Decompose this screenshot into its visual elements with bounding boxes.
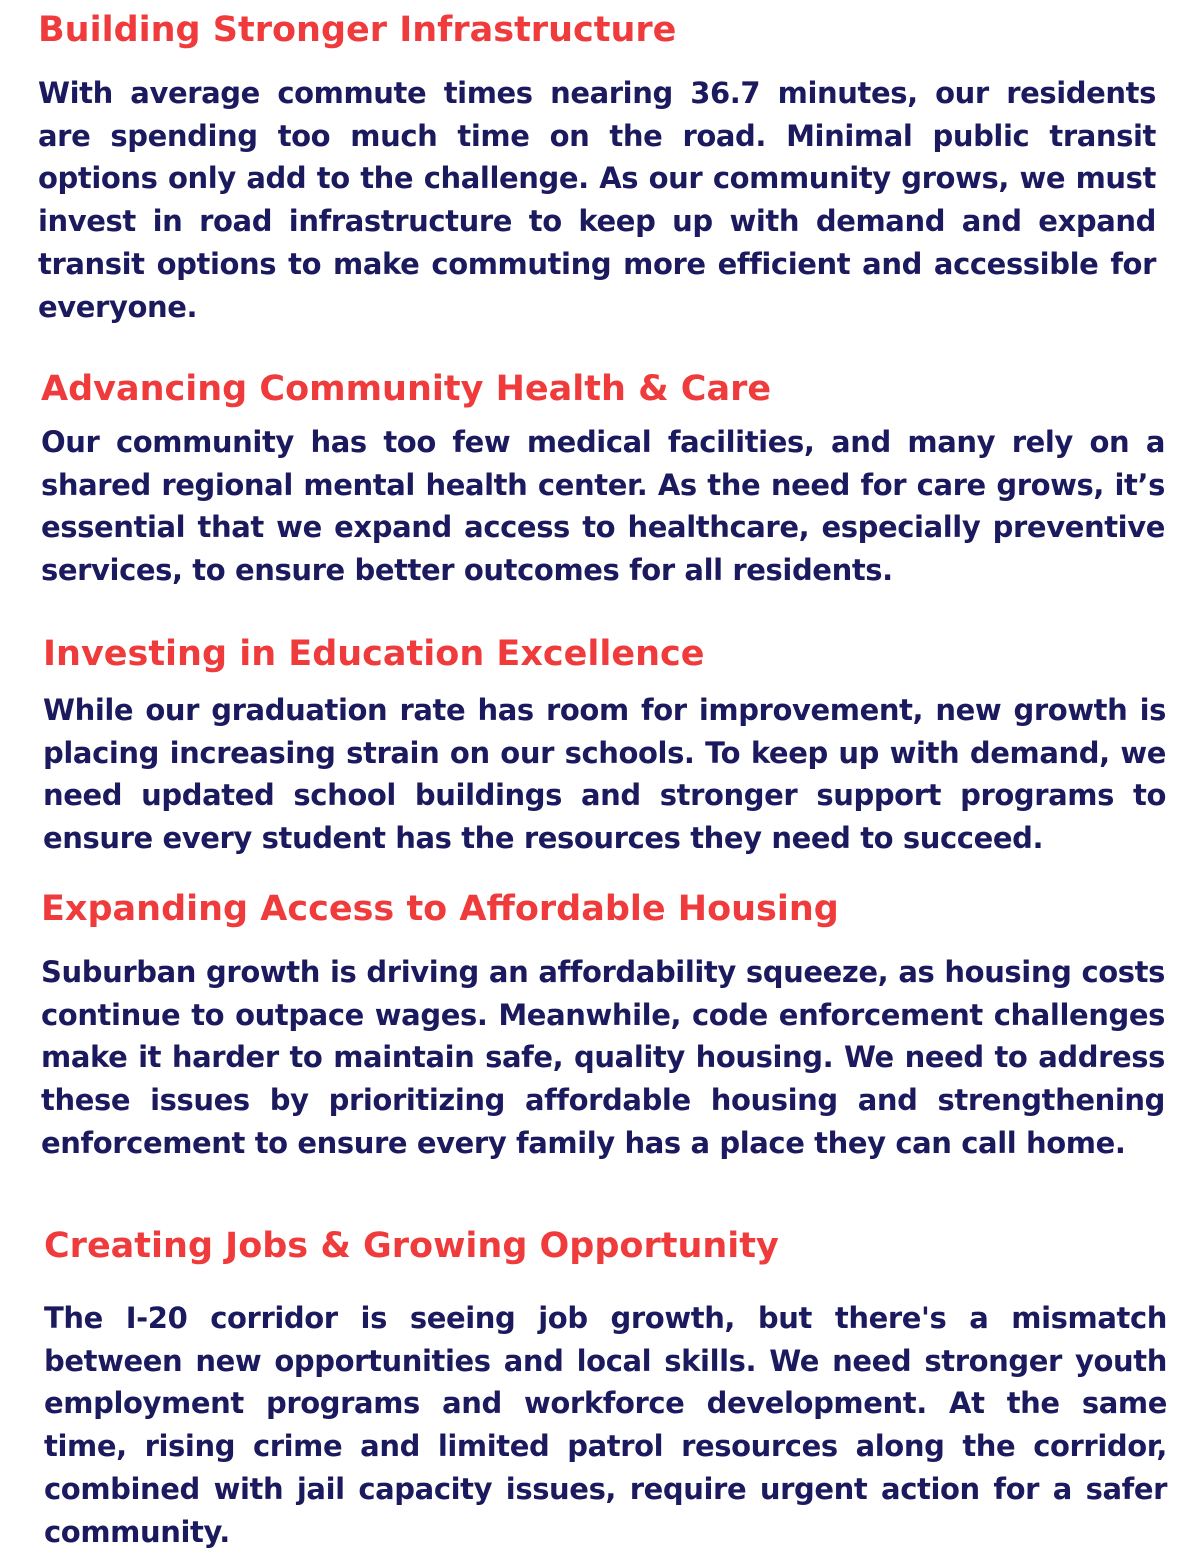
section-housing [41, 887, 1165, 1165]
section-health [41, 367, 1165, 592]
section-heading: Expanding Access to Affordable Housing [41, 889, 839, 929]
section-heading: Investing in Education Excellence [43, 634, 705, 674]
section-body: Our community has too few medical facilities, and many rely on a shared regional mental health center. As the need for care grows, it’s essential that we expand access to healthcare, especially preventive services, to ensure better outcomes for all residents. [41, 425, 1165, 588]
section-body: The I-20 corridor is seeing job growth, but there's a mismatch between new opportunities and local skills. We need stronger youth employment programs and workforce development. At the same time, rising crime and limited patrol resources along the corridor, combined with jail capacity issues, require urgent action for a safer community. [44, 1301, 1167, 1549]
section-body: While our graduation rate has room for improvement, new growth is placing increasing strain on our schools. To keep up with demand, we need updated school buildings and stronger support programs to ensure every student has the resources they need to succeed. [43, 693, 1166, 856]
section-body: Suburban growth is driving an affordability squeeze, as housing costs continue to outpace wages. Meanwhile, code enforcement challenges make it harder to maintain safe, quality housing. We need to address these issues by prioritizing affordable housing and strengthening enforcement to ensure every family has a place they can call home. [41, 955, 1165, 1160]
section-education [43, 632, 1166, 860]
section-heading: Creating Jobs & Growing Opportunity [44, 1226, 779, 1266]
section-heading: Building Stronger Infrastructure [38, 10, 677, 50]
section-body: With average commute times nearing 36.7 minutes, our residents are spending too much time on the road. Minimal public transit options only add to the challenge. As our community grows, we must invest in road infrastructure to keep up with demand and expand transit options to make commuting more efficient and accessible for everyone. [38, 76, 1156, 324]
section-heading: Advancing Community Health & Care [41, 369, 772, 409]
section-infrastructure [38, 8, 1156, 328]
section-jobs [44, 1224, 1167, 1553]
